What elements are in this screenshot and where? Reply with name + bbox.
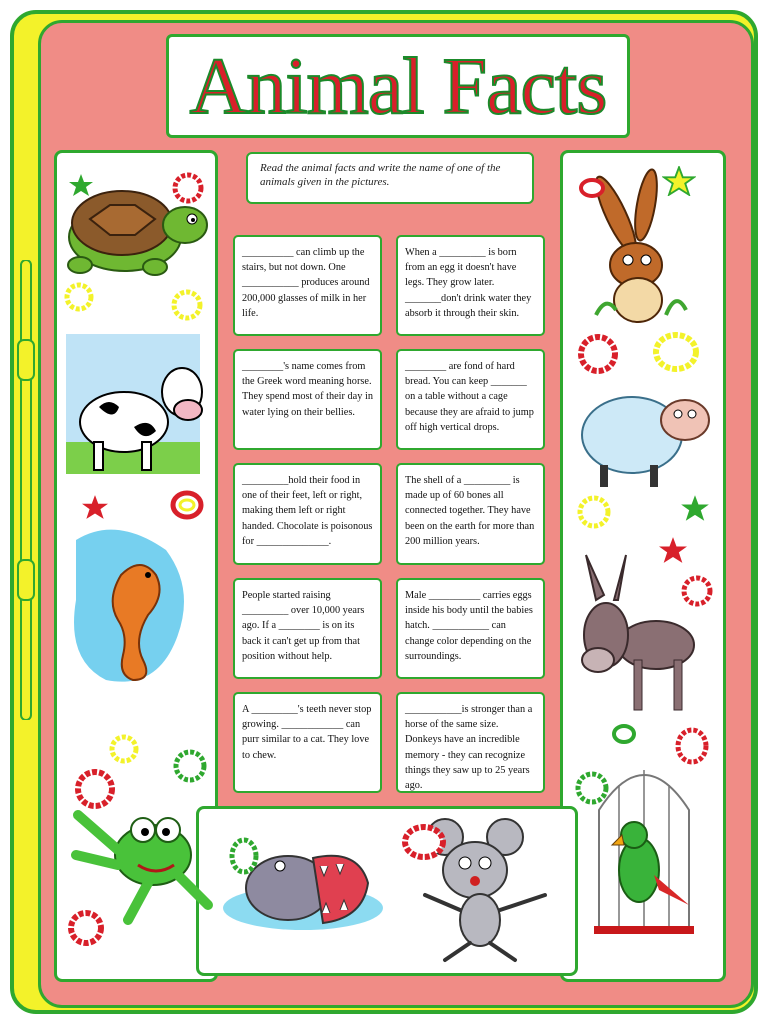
page-title: Animal Facts [189, 43, 607, 131]
left-rail-decoration [14, 260, 40, 720]
fact-card: ________'s name comes from the Greek word meaning horse. They spend most of their day in water lying on their bellies. [233, 349, 382, 450]
fact-card: People started raising _________ over 10,000 years ago. If a ________ is on its back it can't get up from that position without help. [233, 578, 382, 679]
fact-card: The shell of a _________ is made up of 60 bones all connected together. They have been on the earth for more than 200 million years. [396, 463, 545, 565]
frog-picture [68, 795, 218, 925]
gear-decoration [574, 770, 610, 806]
gear-decoration [74, 768, 116, 810]
star-decoration [662, 166, 696, 196]
gear-decoration [576, 332, 620, 376]
fact-card: Male __________ carries eggs inside his body until the babies hatch. ___________ can change color depending on the surroundings. [396, 578, 545, 679]
gear-decoration [650, 330, 702, 374]
star-decoration [80, 494, 110, 520]
gear-decoration [108, 733, 140, 765]
gear-decoration [172, 172, 204, 204]
fact-card: A _________'s teeth never stop growing. ____________ can purr similar to a cat. They love to chew. [233, 692, 382, 793]
fact-card: _________hold their food in one of their feet, left or right, making them left or right handed. Chocolate is poisonous for ______________. [233, 463, 382, 565]
ring-decoration [577, 176, 607, 200]
star-decoration [680, 494, 710, 522]
ring-decoration [610, 722, 638, 746]
instructions: Read the animal facts and write the name of one of the animals given in the pictures. [246, 152, 534, 204]
gear-decoration [172, 748, 208, 784]
fact-card: __________ can climb up the stairs, but not down. One ___________ produces around 200,000 glasses of milk in her life. [233, 235, 382, 336]
fact-card: ________ are fond of hard bread. You can keep _______ on a table without a cage because they are afraid to jump off high vertical drops. [396, 349, 545, 450]
title-box [166, 34, 630, 138]
ring-decoration [170, 490, 204, 520]
seahorse-picture [66, 520, 196, 695]
gear-decoration [64, 282, 94, 312]
gear-decoration [170, 288, 204, 322]
sheep-picture [570, 370, 720, 495]
gear-decoration [400, 822, 448, 862]
gear-decoration [576, 494, 612, 530]
fact-card: ___________is stronger than a horse of the same size. Donkeys have an incredible memory - they can recognize things they saw up to 25 years ago. [396, 692, 545, 793]
gear-decoration [66, 908, 106, 948]
gear-decoration [680, 574, 714, 608]
fact-card: When a _________ is born from an egg it doesn't have legs. They grow later. _______don't drink water they absorb it through their skin. [396, 235, 545, 336]
gear-decoration [674, 726, 710, 766]
gear-decoration [228, 836, 260, 876]
cow-picture [64, 332, 214, 482]
star-decoration [656, 536, 690, 564]
star-decoration [68, 173, 94, 197]
